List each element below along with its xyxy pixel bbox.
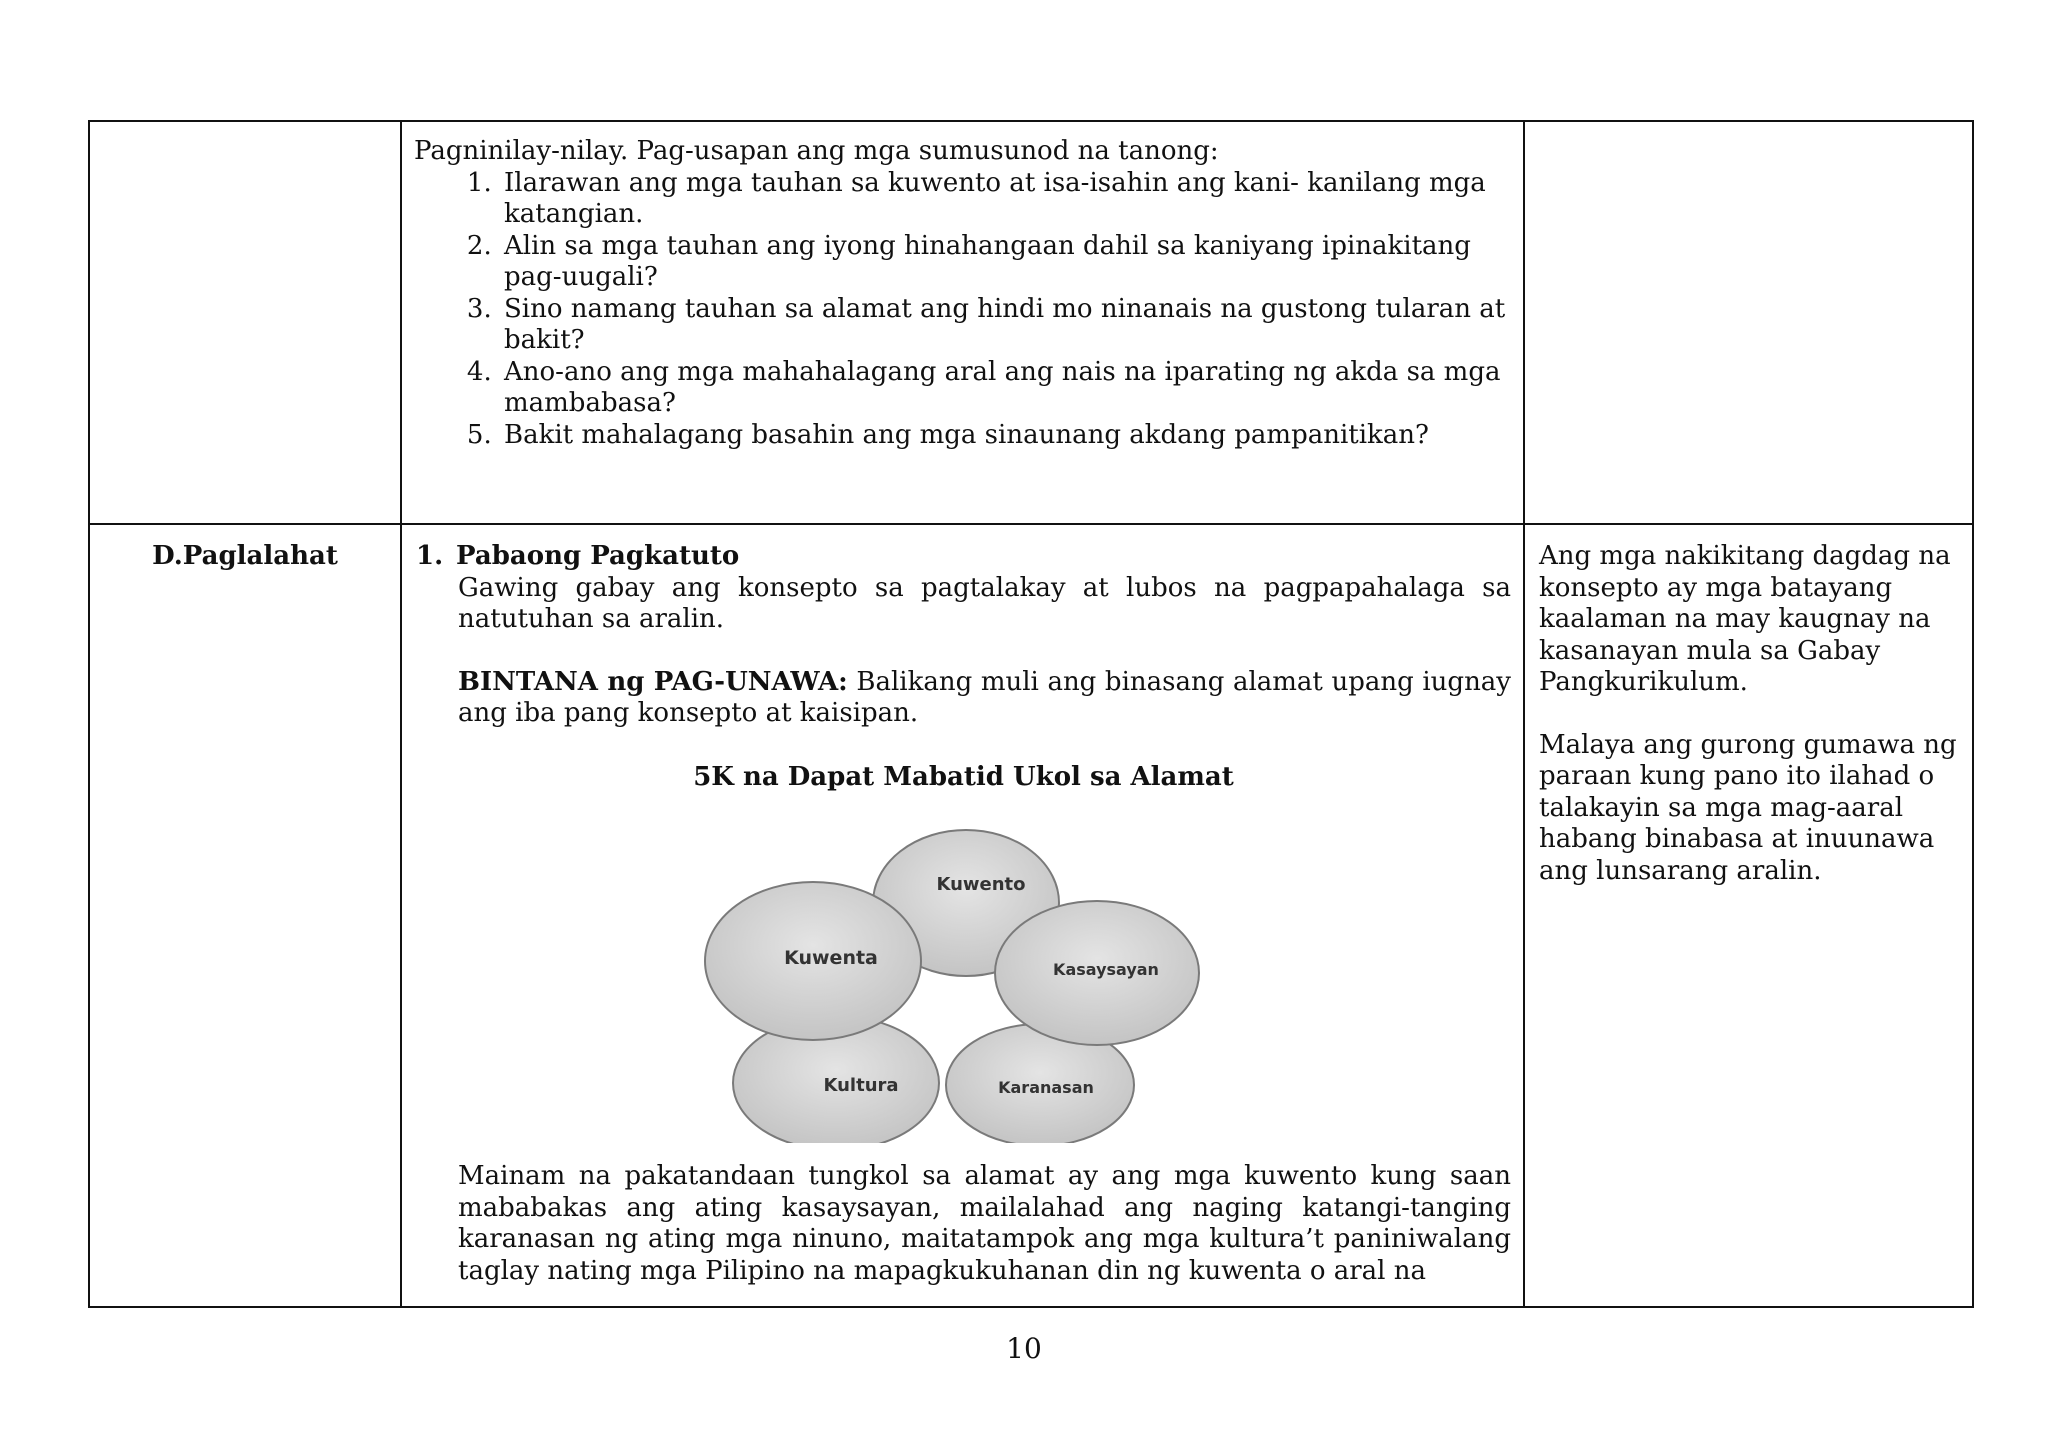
table-row [89, 524, 1973, 1307]
item-text: Gawing gabay ang konsepto sa pagtalakay at lubos na pagpapahalaga sa natutuhan sa aralin. [458, 572, 1511, 634]
list-item: 3. Sino namang tauhan sa alamat ang hindi mo ninanais na gustong tularan at bakit? [500, 294, 1511, 357]
list-item: 1. Ilarawan ang mga tauhan sa kuwento at isa-isahin ang kani- kanilang mga katangian. [500, 168, 1511, 231]
question-list [414, 168, 1511, 452]
summary-paragraph: Mainam na pakatandaan tungkol sa alamat ay ang mga kuwento kung saan mababakas ang ating kasaysayan, mailalahad ang naging katangi-tanging karanasan ng ating mga ninuno, maitatampok ang mga kultura’t paniniwalang taglay nating mga Pilipino na mapagkukuhanan din ng kuwenta o aral na [458, 1161, 1511, 1286]
list-item: 5. Bakit mahalagang basahin ang mga sinaunang akdang pampanitikan? [500, 420, 1511, 452]
list-item: 2. Alin sa mga tauhan ang iyong hinahangaan dahil sa kaniyang ipinakitang pag-uugali? [500, 231, 1511, 294]
empty-notes-cell [1524, 121, 1973, 524]
bintana-text: Balikang muli ang binasang alamat upang iugnay ang iba pang konsepto at kaisipan. [458, 666, 1511, 728]
label-kultura: Kultura [823, 1075, 899, 1096]
table-row [89, 121, 1973, 524]
notes-paragraph-2: Malaya ang gurong gumawa ng paraan kung pano ito ilahad o talakayin sa mga mag-aaral habang binabasa at inuunawa ang lunsarang aralin. [1539, 729, 1957, 886]
5k-diagram [416, 803, 1526, 1143]
reflection-intro: Pagninilay-nilay. Pag-usapan ang mga sumusunod na tanong: [414, 136, 1219, 166]
diagram-title: 5K na Dapat Mabatid Ukol sa Alamat [693, 761, 1234, 792]
page-number: 10 [1006, 1332, 1042, 1365]
notes-cell [1524, 524, 1973, 1307]
bintana-paragraph [416, 667, 1511, 730]
bintana-label: BINTANA ng PAG-UNAWA: [458, 666, 848, 697]
notes-paragraph-1: Ang mga nakikitang dagdag na konsepto ay mga batayang kaalaman na may kaugnay na kasanayan mula sa Gabay Pangkurikulum. [1539, 541, 1951, 697]
section-label: D.Paglalahat [152, 541, 338, 571]
reflection-cell [401, 121, 1524, 524]
label-kuwento: Kuwento [936, 874, 1026, 895]
label-kuwenta: Kuwenta [784, 947, 878, 969]
item-title: Pabaong Pagkatuto [456, 541, 740, 571]
section-label-cell [89, 524, 401, 1307]
generalization-cell [401, 524, 1524, 1307]
empty-label-cell [89, 121, 401, 524]
item-heading [416, 541, 1511, 573]
item-number: 1. [416, 541, 444, 571]
list-item: 4. Ano-ano ang mga mahahalagang aral ang nais na iparating ng akda sa mga mambabasa? [500, 357, 1511, 420]
label-kasaysayan: Kasaysayan [1053, 960, 1159, 979]
label-karanasan: Karanasan [998, 1078, 1094, 1097]
5k-diagram-svg [416, 803, 1526, 1143]
lesson-plan-table [88, 120, 1974, 1308]
